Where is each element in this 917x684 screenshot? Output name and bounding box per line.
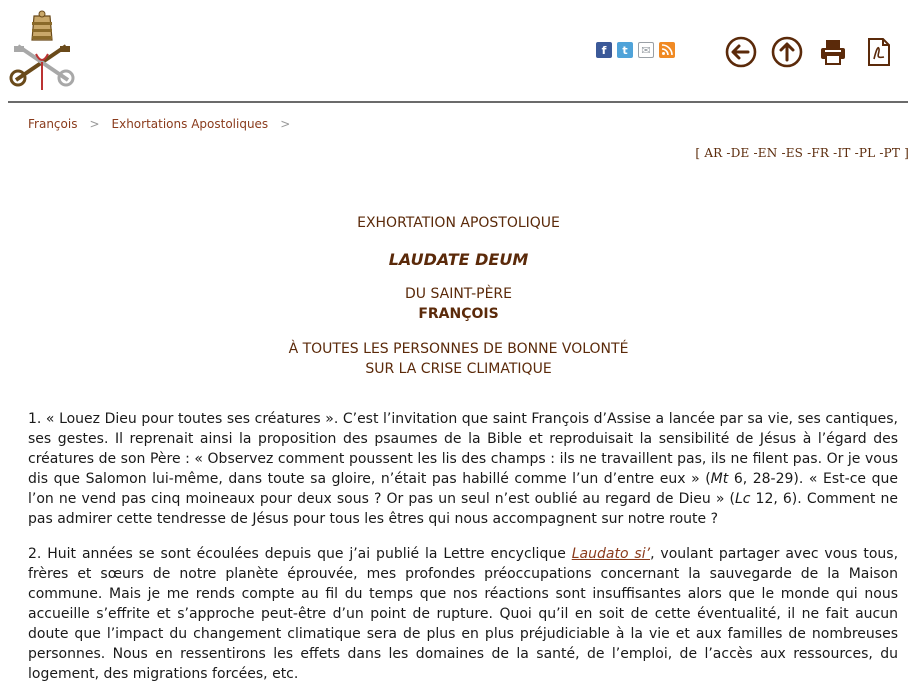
scripture-ref-luke: Lc [734, 491, 751, 507]
lang-link-pl[interactable]: PL [858, 146, 876, 160]
paragraph-1-text-c: 12, 6). Comment ne pas admirer cette tendresse de Jésus pour tous les êtres qui nous accompagnent sur notre route ? [28, 491, 898, 527]
language-bracket-close: ] [904, 146, 909, 160]
social-share-bar [596, 42, 675, 58]
language-selector: [ AR -DE -EN -ES -FR -IT -PL -PT ] [695, 146, 909, 160]
lang-link-ar[interactable]: AR [704, 146, 723, 160]
paragraph-2-text-b: , voulant partager avec vous tous, frères et sœurs de notre planète éprouvée, mes profondes préoccupations concernant la sauvegarde de la Maison commune. Mais je me rends compte au fil du temps que nos réactions sont insuffisantes alors que le monde qui nous accueille s’effrite et s’approche peut-être d’un point de rupture. Quoi qu’il en soit de cette éventualité, il ne fait aucun doute que l’impact du changement climatique sera de plus en plus préjudiciable à la vie et aux familles de nombreuses personnes. Nous en ressentirons les effets dans les domaines de la santé, de l’emploi, de l’accès aux ressources, du logement, des migrations forcées, etc. [28, 546, 899, 682]
document-kind: EXHORTATION APOSTOLIQUE [357, 215, 560, 231]
lang-link-it[interactable]: IT [837, 146, 851, 160]
lang-link-en[interactable]: EN [757, 146, 778, 160]
lang-link-pt[interactable]: PT [883, 146, 901, 160]
document-title: LAUDATE DEUM [388, 250, 529, 269]
up-arrow-icon[interactable] [769, 34, 805, 70]
breadcrumb-separator: > [89, 117, 100, 131]
breadcrumb-separator: > [280, 117, 291, 131]
paragraph-1 [28, 409, 898, 529]
email-icon[interactable]: ✉ [638, 42, 654, 58]
lang-link-es[interactable]: ES [785, 146, 804, 160]
paragraph-1-text-b: 6, 28-29). « Est-ce que l’on ne vend pas cinq moineaux pour deux sous ? Or pas un seul n’est oublié au regard de Dieu » ( [28, 471, 898, 507]
document-addressee: À TOUTES LES PERSONNES DE BONNE VOLONTÉ [288, 341, 629, 357]
paragraph-2 [28, 544, 898, 684]
language-bracket-open: [ [695, 146, 701, 160]
paragraph-2-text-a: 2. Huit années se sont écoulées depuis que j’ai publié la Lettre encyclique [28, 546, 572, 562]
laudato-si-link[interactable]: Laudato si’ [571, 546, 651, 562]
document-subject: SUR LA CRISE CLIMATIQUE [365, 361, 552, 377]
pdf-icon[interactable] [861, 34, 897, 70]
back-arrow-icon[interactable] [723, 34, 759, 70]
breadcrumb-item-francois[interactable]: François [28, 117, 78, 131]
rss-icon[interactable] [659, 42, 675, 58]
twitter-icon[interactable]: t [617, 42, 633, 58]
facebook-icon[interactable]: f [596, 42, 612, 58]
document-author: FRANÇOIS [418, 306, 499, 322]
papal-coat-of-arms-logo[interactable] [6, 10, 78, 92]
page-header [0, 0, 917, 103]
breadcrumb [28, 117, 302, 131]
document-by-line: DU SAINT-PÈRE [405, 286, 512, 302]
paragraph-1-text-a: 1. « Louez Dieu pour toutes ses créatures ». C’est l’invitation que saint François d’Assise a lancée par sa vie, ses cantiques, ses gestes. Il reprenait ainsi la proposition des psaumes de la Bible et reproduisait la sensibilité de Jésus à l’égard des créatures de son Père : « Observez comment poussent les lis des champs : ils ne travaillent pas, ils ne filent pas. Or je vous dis que Salomon lui-même, dans toute sa gloire, n’était pas habillé comme l’un d’entre eux » ( [28, 411, 898, 487]
page-actions [723, 34, 907, 70]
header-divider [8, 101, 908, 103]
breadcrumb-item-exhortations[interactable]: Exhortations Apostoliques [111, 117, 269, 131]
lang-link-de[interactable]: DE [730, 146, 750, 160]
scripture-ref-matthew: Mt [710, 471, 729, 487]
print-icon[interactable] [815, 34, 851, 70]
lang-link-fr[interactable]: FR [811, 146, 830, 160]
